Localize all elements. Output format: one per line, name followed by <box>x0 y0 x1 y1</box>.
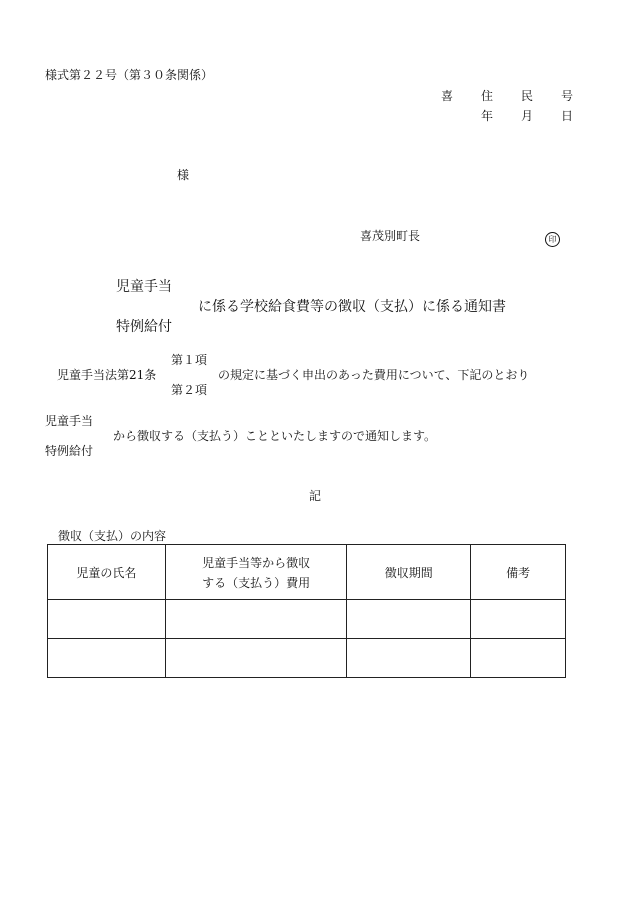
cell-period <box>347 639 471 678</box>
law-prefix: 児童手当法第21条 <box>57 368 157 382</box>
header-cost-line-1: 児童手当等から徴収 <box>202 555 311 570</box>
clause-1: 第１項 <box>171 353 208 367</box>
form-id: 様式第２２号（第３０条関係） <box>45 68 214 82</box>
line2-option-1: 児童手当 <box>45 414 94 428</box>
table-row <box>48 639 566 678</box>
header-remarks: 備考 <box>471 545 566 600</box>
date-year: 年 <box>481 109 494 123</box>
content-table <box>47 544 566 678</box>
title-option-1: 児童手当 <box>116 279 172 295</box>
clause-2: 第２項 <box>171 383 208 397</box>
seal-icon: 印 <box>545 232 560 247</box>
cell-child-name <box>48 600 166 639</box>
title-option-2: 特例給付 <box>116 319 172 335</box>
cell-cost <box>165 639 347 678</box>
cell-cost <box>165 600 347 639</box>
cell-period <box>347 600 471 639</box>
doc-number-char-4: 号 <box>561 89 574 103</box>
sender-title: 喜茂別町長 <box>360 229 421 243</box>
date-month: 月 <box>521 109 534 123</box>
addressee-honorific: 様 <box>177 168 190 182</box>
doc-number-char-1: 喜 <box>441 89 454 103</box>
cell-child-name <box>48 639 166 678</box>
seal-mark <box>545 227 560 247</box>
header-child-name: 児童の氏名 <box>48 545 166 600</box>
doc-number-char-3: 民 <box>521 89 534 103</box>
cell-remarks <box>471 600 566 639</box>
line2-option-2: 特例給付 <box>45 444 94 458</box>
date-day: 日 <box>561 109 574 123</box>
body-line1-rest: の規定に基づく申出のあった費用について、下記のとおり <box>218 368 530 382</box>
header-period: 徴収期間 <box>347 545 471 600</box>
header-cost-line-2: する（支払う）費用 <box>202 575 311 590</box>
ki-label: 記 <box>309 489 322 503</box>
table-row <box>48 600 566 639</box>
doc-number-char-2: 住 <box>481 89 494 103</box>
table-header-row <box>48 545 566 600</box>
section-label: 徴収（支払）の内容 <box>58 529 167 543</box>
cell-remarks <box>471 639 566 678</box>
body-line2-rest: から徴収する（支払う）ことといたしますので通知します。 <box>113 429 437 443</box>
header-cost <box>165 545 347 600</box>
title-main: に係る学校給食費等の徴収（支払）に係る通知書 <box>198 299 506 315</box>
